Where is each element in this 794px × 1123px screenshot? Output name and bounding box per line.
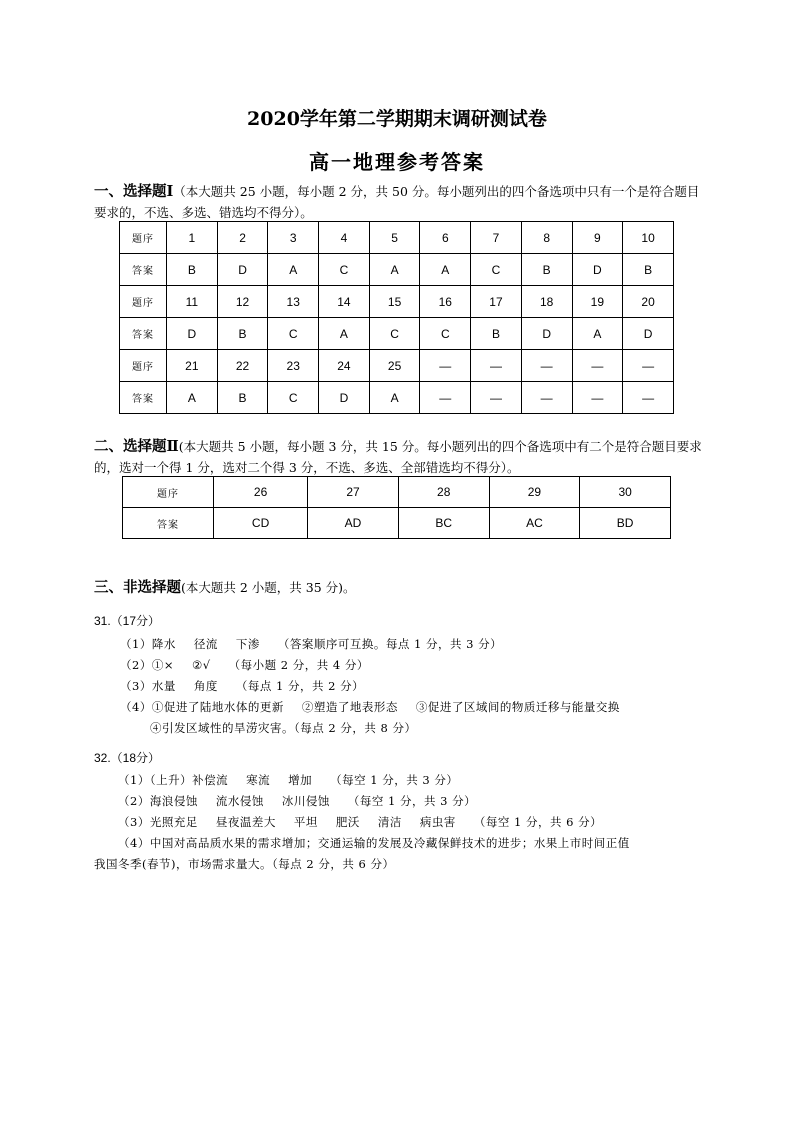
answer-segment: 清洁 [377, 815, 402, 829]
question-number-cell: 13 [268, 286, 319, 318]
section2-description: (本大题共 5 小题，每小题 3 分，共 15 分。每小题列出的四个备选项中有二个是符合题目要求的，选对一个得 1 分，选对二个得 3 分，不选、多选、全部错选均不得分）。 [94, 439, 702, 475]
answer-segment: （1）降水 [120, 637, 176, 651]
answer-cell: B [471, 318, 522, 350]
row-label-question: 题序 [123, 477, 214, 508]
answer-cell: C [471, 254, 522, 286]
question-number-cell: 18 [521, 286, 572, 318]
answer-segment: （2）海浪侵蚀 [118, 794, 198, 808]
answer-cell: — [572, 382, 623, 414]
question-number-cell: 25 [369, 350, 420, 382]
answer-segment: （3）光照充足 [118, 815, 198, 829]
answer-cell: B [521, 254, 572, 286]
question-number-cell: — [471, 350, 522, 382]
answer-segment: ④引发区域性的旱涝灾害。（每点 2 分，共 8 分） [150, 721, 417, 735]
answer-line [120, 636, 502, 652]
answer-segment: 下渗 [235, 637, 260, 651]
answer-cell: C [268, 382, 319, 414]
question-number-cell: 14 [319, 286, 370, 318]
answer-cell: — [623, 382, 674, 414]
answer-cell: B [217, 318, 268, 350]
question-number-cell: 8 [521, 222, 572, 254]
section3-heading: 三、非选择题 [94, 579, 181, 596]
question-number-cell: 28 [398, 477, 489, 508]
question-number-cell: 10 [623, 222, 674, 254]
answer-segment: 寒流 [246, 773, 271, 787]
question-number-cell: 7 [471, 222, 522, 254]
answer-cell: A [420, 254, 471, 286]
question-number-cell: 1 [167, 222, 218, 254]
row-label-question: 题序 [120, 286, 167, 318]
answer-segment: ③促进了区域间的物质迁移与能量交换 [415, 700, 620, 714]
answer-line [120, 678, 364, 694]
question-number-cell: 30 [580, 477, 671, 508]
answer-segment: 角度 [193, 679, 218, 693]
answer-cell: A [167, 382, 218, 414]
answer-segment: （每空 1 分，共 6 分） [473, 815, 603, 829]
answer-cell: C [268, 318, 319, 350]
answer-cell: A [319, 318, 370, 350]
section3-description: (本大题共 2 小题，共 35 分)。 [181, 580, 356, 595]
answer-segment: ②塑造了地表形态 [301, 700, 398, 714]
answer-cell: D [319, 382, 370, 414]
answer-segment: （答案顺序可互换。每点 1 分，共 3 分） [277, 637, 503, 651]
answer-segment: 径流 [193, 637, 218, 651]
question-number-cell: 2 [217, 222, 268, 254]
answer-cell: — [521, 382, 572, 414]
question-number-cell: 29 [489, 477, 580, 508]
answer-segment: 昼夜温差大 [215, 815, 276, 829]
answer-cell: D [521, 318, 572, 350]
answer-segment: （2）①× [120, 658, 174, 672]
answer-cell: C [369, 318, 420, 350]
answer-segment: （3）水量 [120, 679, 176, 693]
answer-line [118, 793, 476, 809]
answer-segment: （每点 1 分，共 2 分） [235, 679, 365, 693]
answer-cell: D [572, 254, 623, 286]
row-label-answer: 答案 [120, 382, 167, 414]
answer-segment: 我国冬季(春节)，市场需求量大。（每点 2 分，共 6 分） [94, 857, 395, 871]
answer-cell: C [420, 318, 471, 350]
row-label-answer: 答案 [120, 254, 167, 286]
answer-segment: 增加 [288, 773, 313, 787]
question-number-cell: 22 [217, 350, 268, 382]
answer-cell: — [471, 382, 522, 414]
question-number-cell: 15 [369, 286, 420, 318]
answer-line [120, 699, 620, 715]
answer-key-title: 高一地理参考答案 [309, 150, 485, 174]
answer-cell: A [572, 318, 623, 350]
section1-intro [94, 181, 704, 223]
answer-line [94, 856, 394, 872]
section3-intro [94, 577, 704, 598]
question-number-cell: 16 [420, 286, 471, 318]
answer-line [118, 835, 630, 851]
question-number-cell: 24 [319, 350, 370, 382]
question-number-row [123, 477, 671, 508]
answer-cell: B [623, 254, 674, 286]
answer-line [120, 657, 369, 673]
question-number-cell: 20 [623, 286, 674, 318]
q31-header: 31.（17分） [94, 614, 161, 628]
question-number-row [120, 222, 674, 254]
question-number-cell: 26 [214, 477, 308, 508]
answer-cell: A [268, 254, 319, 286]
answer-cell: D [217, 254, 268, 286]
section1-answer-table [119, 221, 674, 414]
answer-segment: ②√ [191, 658, 211, 672]
answer-cell: — [420, 382, 471, 414]
answer-cell: A [369, 382, 420, 414]
answer-segment: （1）（上升）补偿流 [118, 773, 229, 787]
answer-segment: （每小题 2 分，共 4 分） [228, 658, 369, 672]
answer-cell: BD [580, 508, 671, 539]
answer-segment: 冰川侵蚀 [281, 794, 330, 808]
answer-row [123, 508, 671, 539]
question-number-cell: 4 [319, 222, 370, 254]
question-number-cell: — [521, 350, 572, 382]
question-number-cell: 9 [572, 222, 623, 254]
question-number-cell: 5 [369, 222, 420, 254]
answer-row [120, 382, 674, 414]
answer-cell: AC [489, 508, 580, 539]
section1-description: （本大题共 25 小题，每小题 2 分，共 50 分。每小题列出的四个备选项中只有一个是符合题目要求的，不选、多选、错选均不得分）。 [94, 184, 700, 220]
answer-segment: （每空 1 分，共 3 分） [330, 773, 459, 787]
answer-cell: D [623, 318, 674, 350]
section2-heading: 二、选择题Ⅱ [94, 438, 179, 455]
question-number-cell: 11 [167, 286, 218, 318]
row-label-answer: 答案 [120, 318, 167, 350]
answer-cell: D [167, 318, 218, 350]
answer-segment: （每空 1 分，共 3 分） [347, 794, 477, 808]
answer-cell: A [369, 254, 420, 286]
answer-segment: 肥沃 [335, 815, 360, 829]
section2-answer-table [122, 476, 671, 539]
answer-cell: B [217, 382, 268, 414]
answer-segment: 病虫害 [419, 815, 456, 829]
answer-segment: （4）中国对高品质水果的需求增加；交通运输的发展及冷藏保鲜技术的进步；水果上市时间正值 [118, 836, 630, 850]
q32-header: 32.（18分） [94, 751, 161, 765]
question-number-cell: 21 [167, 350, 218, 382]
section2-intro [94, 436, 704, 478]
section1-heading: 一、选择题Ⅰ [94, 183, 174, 200]
question-number-row [120, 350, 674, 382]
question-number-cell: 19 [572, 286, 623, 318]
answer-cell: BC [398, 508, 489, 539]
question-number-cell: 23 [268, 350, 319, 382]
answer-segment: （4）①促进了陆地水体的更新 [120, 700, 284, 714]
answer-cell: B [167, 254, 218, 286]
exam-title: 2020学年第二学期期末调研测试卷 [247, 108, 547, 130]
row-label-answer: 答案 [123, 508, 214, 539]
question-number-cell: — [572, 350, 623, 382]
answer-cell: AD [308, 508, 399, 539]
question-number-cell: 27 [308, 477, 399, 508]
answer-line [150, 720, 417, 736]
question-number-cell: 6 [420, 222, 471, 254]
answer-row [120, 254, 674, 286]
question-number-cell: — [420, 350, 471, 382]
question-number-row [120, 286, 674, 318]
answer-line [118, 814, 602, 830]
answer-segment: 流水侵蚀 [215, 794, 264, 808]
question-number-cell: 17 [471, 286, 522, 318]
question-number-cell: 12 [217, 286, 268, 318]
answer-cell: CD [214, 508, 308, 539]
answer-segment: 平坦 [293, 815, 318, 829]
answer-cell: C [319, 254, 370, 286]
row-label-question: 题序 [120, 350, 167, 382]
row-label-question: 题序 [120, 222, 167, 254]
question-number-cell: 3 [268, 222, 319, 254]
answer-row [120, 318, 674, 350]
answer-line [118, 772, 458, 788]
question-number-cell: — [623, 350, 674, 382]
